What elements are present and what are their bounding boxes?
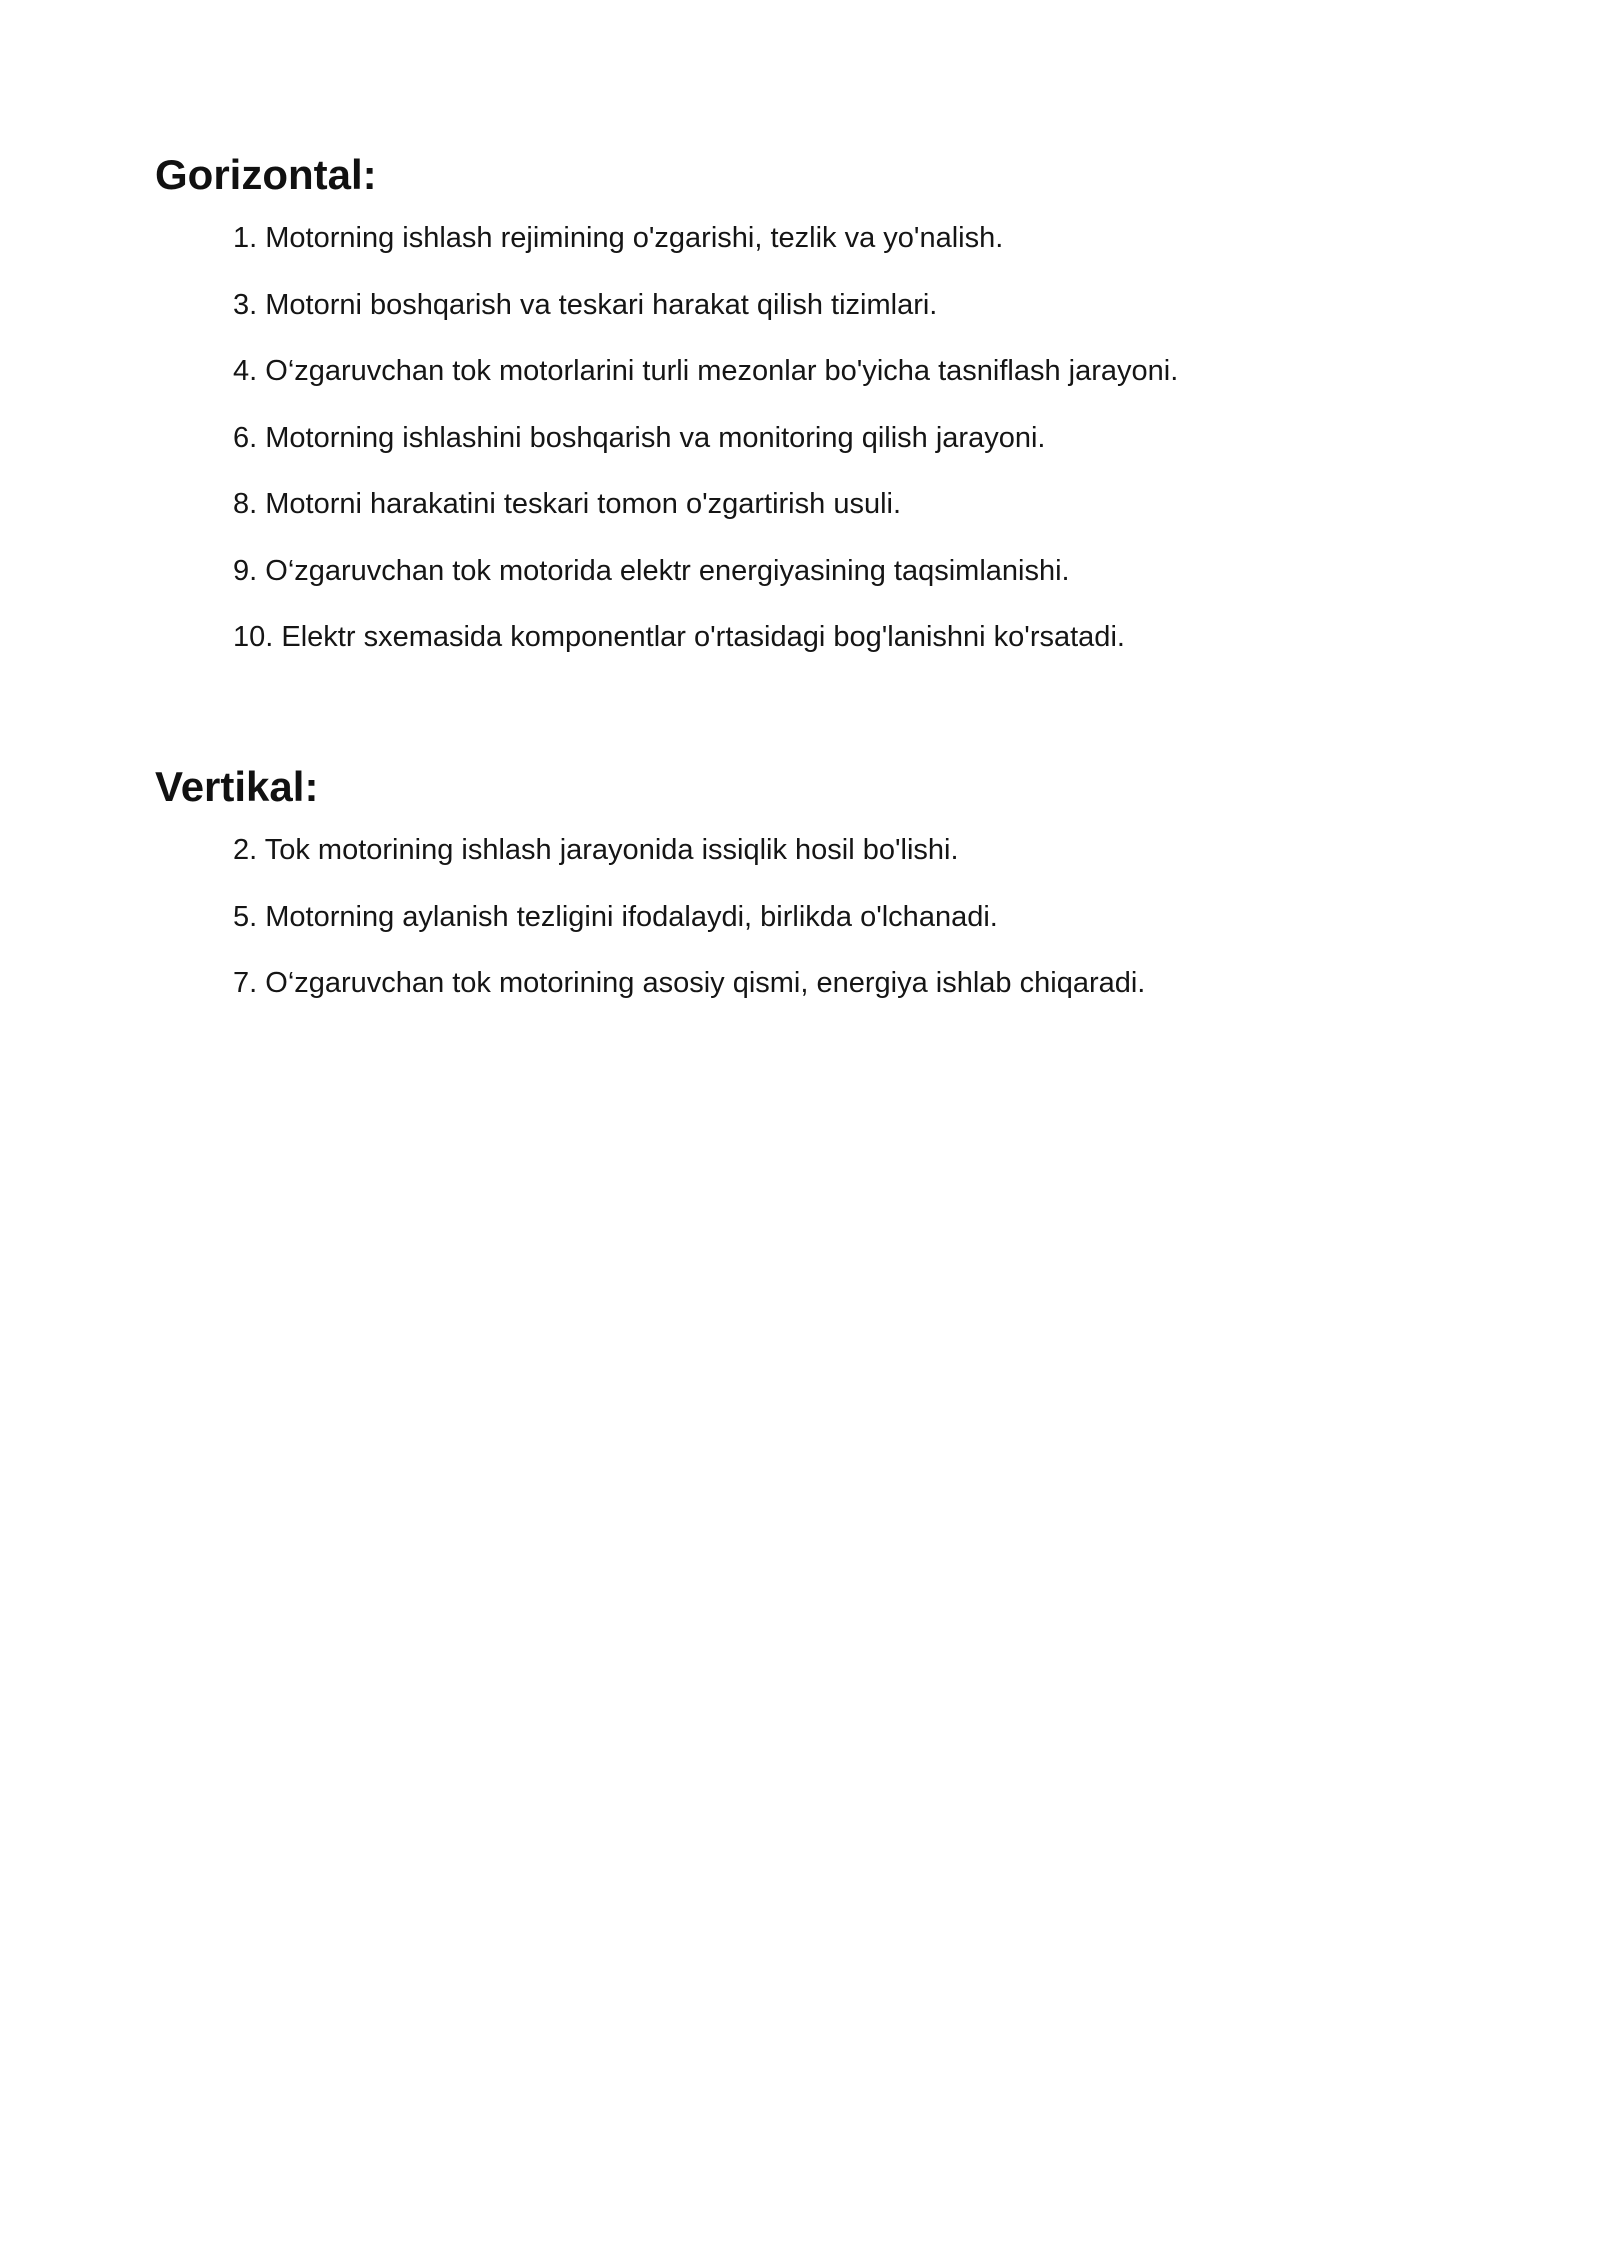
horizontal-heading: Gorizontal:	[155, 151, 377, 198]
clue-number: 6 .	[233, 422, 265, 454]
clue-text: Motorning ishlashini boshqarish va monitoring qilish jarayoni.	[265, 421, 1046, 454]
clue-item	[233, 619, 1455, 655]
clue-text: Tok motorining ishlash jarayonida issiqlik hosil bo'lishi.	[264, 834, 959, 867]
vertical-heading: Vertikal:	[155, 763, 319, 810]
clue-number: 10 .	[233, 621, 281, 653]
horizontal-clues-section	[155, 150, 1455, 686]
clue-item	[233, 420, 1455, 456]
horizontal-clue-list	[155, 220, 1455, 655]
clue-number: 8 .	[233, 488, 265, 520]
clue-item	[233, 553, 1455, 589]
clue-text: O‘zgaruvchan tok motorida elektr energiyasining taqsimlanishi.	[265, 554, 1070, 587]
clue-text: Elektr sxemasida komponentlar o'rtasidagi bog'lanishni ko'rsatadi.	[281, 621, 1125, 654]
clue-text: Motorning ishlash rejimining o'zgarishi, tezlik va yo'nalish.	[265, 222, 1004, 255]
clue-item	[233, 832, 1455, 868]
clue-number: 7 .	[233, 967, 265, 999]
clue-number: 9 .	[233, 555, 265, 587]
clue-text: Motorni harakatini teskari tomon o'zgartirish usuli.	[265, 488, 902, 521]
clue-text: O‘zgaruvchan tok motorining asosiy qismi, energiya ishlab chiqaradi.	[265, 967, 1146, 1000]
clue-text: Motorning aylanish tezligini ifodalaydi, birlikda o'lchanadi.	[265, 900, 998, 933]
clue-number: 5 .	[233, 901, 265, 933]
clue-number: 1 .	[233, 222, 265, 254]
clue-item	[233, 287, 1455, 323]
clue-item	[233, 899, 1455, 935]
clue-item	[233, 353, 1455, 389]
vertical-clues-section	[155, 762, 1455, 1032]
vertical-clue-list	[155, 832, 1455, 1001]
clue-text: O‘zgaruvchan tok motorlarini turli mezonlar bo'yicha tasniflash jarayoni.	[265, 355, 1179, 388]
clue-item	[233, 220, 1455, 256]
clue-text: Motorni boshqarish va teskari harakat qilish tizimlari.	[265, 288, 938, 321]
clue-number: 4 .	[233, 355, 265, 387]
clue-number: 3 .	[233, 289, 265, 321]
clue-item	[233, 486, 1455, 522]
clue-item	[233, 965, 1455, 1001]
clue-number: 2 .	[233, 834, 265, 866]
